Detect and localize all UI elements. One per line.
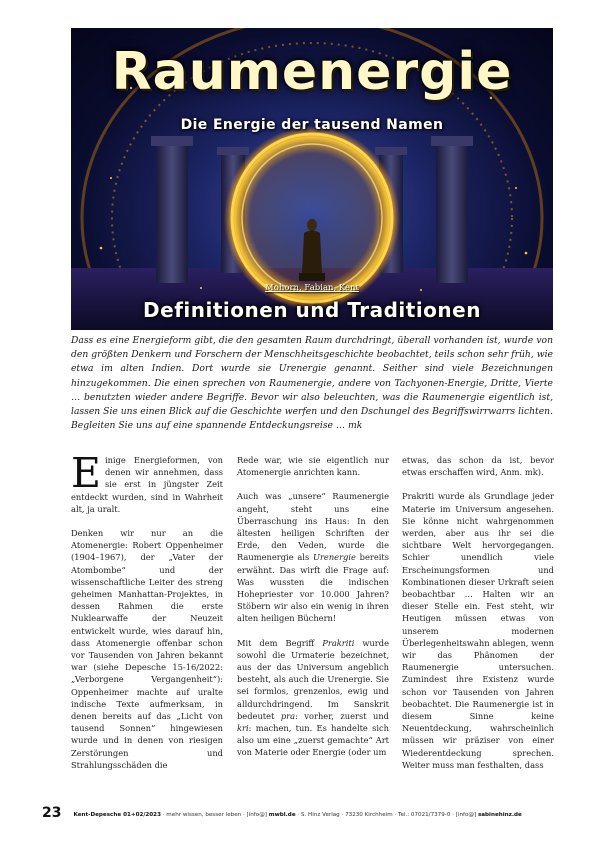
paragraph: Denken wir nur an die Atomenergie: Robert Oppenheimer (1904–1967), der „Vater der Atombombe“ und der wissenschaftliche Leiter des streng geheimen Manhattan-Projektes, in dessen Rahmen die erste Nuklearwaffe der Neuzeit entwickelt wurde, wies darauf hin, dass Atomenergie offenbar schon vor Tausenden von Jahren bekannt war (siehe Depesche 15-16/2022: „Verborgene Vergangenheit“): Oppenheimer machte auf uralte indische Texte aufmerksam, in denen bereits auf das „Licht von tausend Sonnen“ hingewiesen wurde und in denen von riesigen Zerstörungen und Strahlungsschäden die — [71, 528, 223, 770]
hero-title: Raumenergie — [111, 42, 513, 102]
section-heading: Definitionen und Traditionen — [143, 298, 481, 322]
footer-address: · S. Hinz Verlag · 73230 Kirchheim · Tel.: 07021/7379-0 · [info@] — [295, 812, 478, 818]
emphasis: pra — [280, 710, 296, 721]
paragraph — [71, 449, 223, 515]
paragraph: Prakriti wurde als Grundlage jeder Materie im Universum angesehen. Sie könne nicht wahrgenommen werden, aber aus ihr sei die sichtbare Welt hervorgegangen. Schier unendlich viele Erscheinungsformen und Kombinationen dieser Urkraft seien beobachtbar … Halten wir an dieser Stelle ein. Fest steht, wir Heutigen müssen etwas von unserem modernen Überlegenheitswahn ablegen, wenn wir das Phänomen der Raumenergie untersuchen. Zumindest ihre Existenz wurde schon vor Tausenden von Jahren beobachtet. Die Raumenergie ist in diesem Sinne keine Neuentdeckung, wahrscheinlich müssen wir präziser von einer Wiederentdeckung sprechen. Weiter muss man festhalten, dass — [402, 491, 554, 770]
authors-text: Mohorn, Fabian, Kent — [265, 283, 359, 293]
page-number: 23 — [42, 805, 62, 821]
text-column-2 — [237, 454, 389, 771]
website-link[interactable]: sabinehinz.de — [477, 812, 522, 818]
authors — [71, 283, 553, 293]
page-footer — [42, 806, 557, 820]
lead-paragraph: Dass es eine Energieform gibt, die den gesamten Raum durchdringt, überall vorhanden ist, wurde von den größten Denkern und Forschern der Menschheitsgeschichte beobachtet, teils schon sehr früh, wie etwa im alten Indien. Dort wurde sie Urenergie genannt. Seither sind viele Bezeichnungen hinzugekommen. Die einen sprechen von Raumenergie, andere von Tachyonen-Energie, Dritte, Vierte … benutzten wieder andere Begriffe. Bevor wir also beleuchten, was die Raumenergie eigentlich ist, lassen Sie uns einen Blick auf die Geschichte werfen und den Dschungel des Begriffswirrwarrs lichten. Begleiten Sie uns auf eine spannende Entdeckungsreise … mk — [71, 335, 553, 432]
paragraph — [237, 490, 389, 624]
website-link[interactable]: mwbl.de — [268, 812, 296, 818]
emphasis: Urenergie — [312, 552, 356, 563]
emphasis: Prakriti — [322, 637, 355, 648]
drop-cap: E — [71, 449, 101, 497]
text-run: Mit dem Begriff — [237, 637, 323, 648]
footer-text — [73, 811, 521, 820]
paragraph — [237, 637, 389, 759]
paragraph: Rede war, wie sie eigentlich nur Atomenergie anrichten kann. — [237, 455, 389, 478]
text-column-1 — [71, 449, 223, 783]
publication-name: Kent-Depesche 01+02/2023 — [73, 812, 161, 818]
paragraph: etwas, das schon da ist, bevor etwas erschaffen wird, Anm. mk). — [402, 455, 554, 478]
text-run: Auch was „unsere“ Raumenergie angeht, steht uns eine Überraschung ins Haus: In den ältesten heiligen Schriften der Erde, den Veden, wurde die Raumenergie als — [237, 491, 389, 563]
text-run: : vorher, zuerst und — [295, 710, 389, 721]
paragraph-text: inige Energieformen, von denen wir annehmen, dass sie erst in jüngster Zeit entdeckt wurden, sind in Wahrheit alt, ja uralt. — [71, 455, 223, 514]
footer-slogan: · mehr wissen, besser leben · [info@] — [160, 812, 269, 818]
hero-image — [71, 28, 553, 330]
text-run: wurde sowohl die Urmaterie bezeichnet, aus der das Universum angeblich besteht, als auch die Urenergie. Sie sei formlos, grenzenlos, ewig und alldurchdringend. Im Sanskrit bedeutet — [237, 637, 389, 721]
text-run: bereits erwähnt. Das wirft die Frage auf: Was wussten die indischen Hohepriester vor 10.000 Jahren? Stöbern wir also ein wenig in ihren alten heiligen Büchern! — [237, 552, 390, 624]
emphasis: kri — [237, 723, 249, 734]
hero-subtitle: Die Energie der tausend Namen — [180, 117, 444, 133]
text-run: : machen, tun. Es handelte sich also um eine „zuerst gemachte“ Art von Materie oder Energie (oder um — [237, 723, 389, 758]
text-column-3 — [402, 454, 554, 783]
